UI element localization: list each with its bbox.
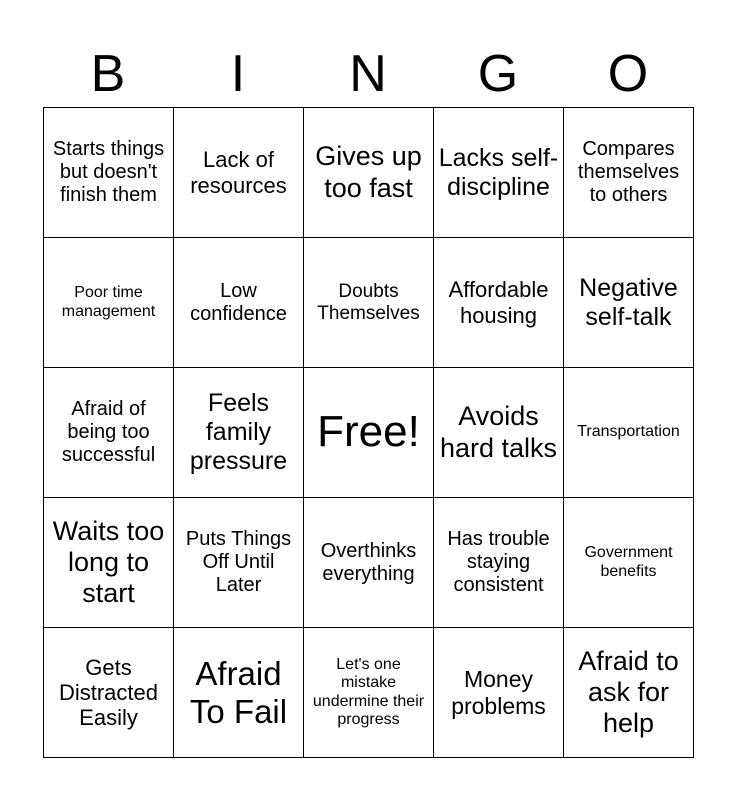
- bingo-cell[interactable]: Overthinks everything: [304, 498, 434, 628]
- bingo-cell[interactable]: Money problems: [434, 628, 564, 758]
- bingo-cell[interactable]: Negative self-talk: [564, 238, 694, 368]
- bingo-cell[interactable]: Transportation: [564, 368, 694, 498]
- bingo-board: [43, 107, 694, 758]
- bingo-cell[interactable]: Has trouble staying consistent: [434, 498, 564, 628]
- bingo-cell[interactable]: Feels family pressure: [174, 368, 304, 498]
- header-letter-g: G: [477, 45, 519, 103]
- header-letter-i: I: [230, 45, 246, 103]
- free-space[interactable]: Free!: [304, 368, 434, 498]
- bingo-cell[interactable]: Gives up too fast: [304, 108, 434, 238]
- board-row: [44, 628, 694, 758]
- bingo-cell[interactable]: Government benefits: [564, 498, 694, 628]
- bingo-cell[interactable]: Doubts Themselves: [304, 238, 434, 368]
- bingo-cell[interactable]: Low confidence: [174, 238, 304, 368]
- bingo-cell[interactable]: Starts things but doesn't finish them: [44, 108, 174, 238]
- header-letter-o: O: [607, 45, 649, 103]
- bingo-cell[interactable]: Afraid of being too successful: [44, 368, 174, 498]
- bingo-cell[interactable]: Afraid To Fail: [174, 628, 304, 758]
- bingo-cell[interactable]: Let's one mistake undermine their progress: [304, 628, 434, 758]
- bingo-cell[interactable]: Poor time management: [44, 238, 174, 368]
- bingo-cell[interactable]: Affordable housing: [434, 238, 564, 368]
- header-letter-n: N: [349, 45, 387, 103]
- bingo-cell[interactable]: Lacks self-discipline: [434, 108, 564, 238]
- bingo-cell[interactable]: Compares themselves to others: [564, 108, 694, 238]
- board-row: [44, 108, 694, 238]
- board-row: [44, 498, 694, 628]
- bingo-cell[interactable]: Lack of resources: [174, 108, 304, 238]
- bingo-cell[interactable]: Gets Distracted Easily: [44, 628, 174, 758]
- board-row: [44, 238, 694, 368]
- header-letter-b: B: [90, 45, 126, 103]
- bingo-header: [43, 40, 693, 108]
- board-row: [44, 368, 694, 498]
- bingo-cell[interactable]: Afraid to ask for help: [564, 628, 694, 758]
- bingo-cell[interactable]: Waits too long to start: [44, 498, 174, 628]
- bingo-cell[interactable]: Avoids hard talks: [434, 368, 564, 498]
- bingo-cell[interactable]: Puts Things Off Until Later: [174, 498, 304, 628]
